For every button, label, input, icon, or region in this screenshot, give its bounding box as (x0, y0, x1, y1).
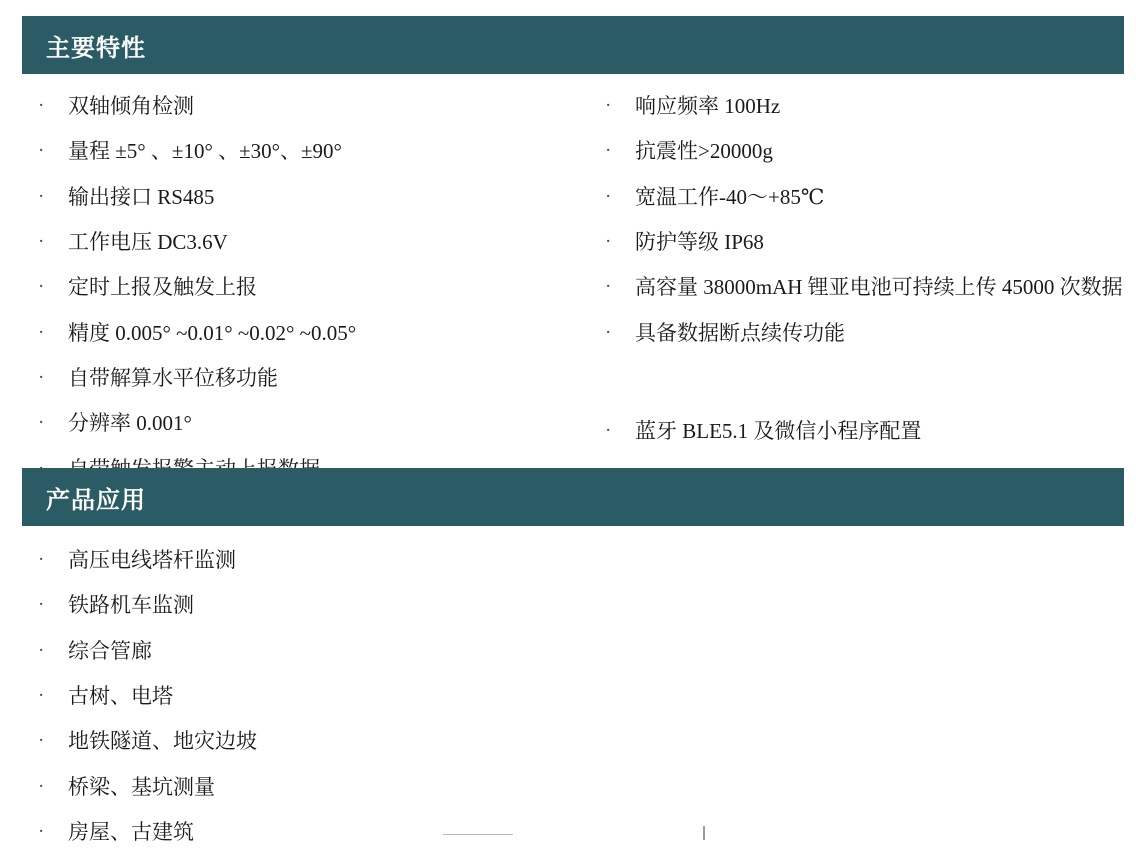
list-item (601, 273, 1124, 301)
bullet-icon: · (38, 549, 45, 570)
product-applications-title: 产品应用 (22, 468, 1124, 526)
features-left-column (22, 92, 587, 500)
list-item-label: 房屋、古建筑 (68, 820, 194, 845)
bullet-icon: · (38, 276, 45, 298)
page-bottom-marks (0, 826, 1146, 846)
list-item (34, 137, 587, 165)
list-item (601, 92, 1124, 120)
bullet-icon: · (38, 685, 45, 707)
list-item (34, 591, 1124, 619)
bullet-icon: · (38, 775, 45, 797)
bullet-icon: · (38, 231, 45, 253)
list-item-label: 工作电压 DC3.6V (68, 230, 228, 255)
list-item-label: 分辨率 0.001° (68, 411, 192, 436)
bullet-icon: · (38, 321, 45, 343)
list-item (601, 417, 1124, 445)
bottom-rule (443, 834, 513, 835)
list-item-label: 蓝牙 BLE5.1 及微信小程序配置 (635, 419, 922, 444)
bullet-icon: · (605, 420, 612, 442)
list-item (601, 137, 1124, 165)
bullet-icon: · (605, 95, 612, 116)
bullet-icon: · (605, 140, 612, 162)
features-columns (22, 74, 1124, 500)
features-left-list (34, 92, 587, 483)
list-item-label: 抗震性>20000g (635, 139, 773, 164)
bullet-icon: · (38, 140, 45, 162)
bullet-icon: · (38, 412, 45, 434)
list-item (34, 228, 587, 256)
list-item (34, 637, 1124, 665)
bullet-icon: · (605, 231, 612, 253)
list-item-label: 铁路机车监测 (68, 593, 194, 618)
features-right-list (601, 92, 1124, 445)
bullet-icon: · (38, 594, 45, 616)
list-item (34, 92, 587, 120)
list-item-label: 桥梁、基坑测量 (68, 774, 215, 799)
list-item-label: 量程 ±5° 、±10° 、±30°、±90° (68, 139, 342, 164)
list-item (34, 546, 1124, 574)
bullet-icon: · (605, 321, 612, 343)
main-features-section (22, 16, 1124, 500)
list-item-label: 输出接口 RS485 (68, 184, 215, 209)
list-item-label: 宽温工作-40～+85℃ (635, 184, 825, 209)
list-item (34, 727, 1124, 755)
list-item (34, 273, 587, 301)
list-item-label: 响应频率 100Hz (635, 94, 781, 118)
bullet-icon: · (38, 639, 45, 661)
list-item-label: 地铁隧道、地灾边坡 (68, 729, 257, 754)
bullet-icon: · (605, 276, 612, 298)
bullet-icon: · (38, 821, 45, 843)
list-item-label: 防护等级 IP68 (635, 230, 764, 255)
list-item-label: 定时上报及触发上报 (68, 275, 257, 300)
bullet-icon: · (38, 730, 45, 752)
bottom-tick (703, 826, 705, 840)
list-item-label: 古树、电塔 (68, 684, 173, 709)
product-applications-section (22, 468, 1124, 863)
main-features-title: 主要特性 (22, 16, 1124, 74)
list-item-label: 自带解算水平位移功能 (68, 366, 278, 391)
list-item (34, 773, 1124, 801)
list-item-spacer (601, 364, 1124, 400)
bullet-icon: · (38, 185, 45, 207)
list-item-label: 具备数据断点续传功能 (635, 320, 845, 345)
list-item-label: 综合管廊 (68, 638, 152, 663)
list-item (34, 409, 587, 437)
applications-list (22, 526, 1124, 846)
list-item (601, 228, 1124, 256)
bullet-icon: · (605, 185, 612, 207)
list-item-label: 高压电线塔杆监测 (68, 548, 236, 572)
list-item (34, 682, 1124, 710)
bullet-icon: · (38, 367, 45, 389)
list-item-label: 高容量 38000mAH 锂亚电池可持续上传 45000 次数据 (635, 275, 1123, 300)
list-item-label: 精度 0.005° ~0.01° ~0.02° ~0.05° (68, 320, 357, 345)
list-item (34, 319, 587, 347)
list-item (34, 364, 587, 392)
bullet-icon: · (38, 95, 45, 116)
list-item (601, 183, 1124, 211)
features-right-column (587, 92, 1124, 500)
list-item (34, 183, 587, 211)
list-item-label: 双轴倾角检测 (68, 94, 194, 118)
list-item (601, 319, 1124, 347)
